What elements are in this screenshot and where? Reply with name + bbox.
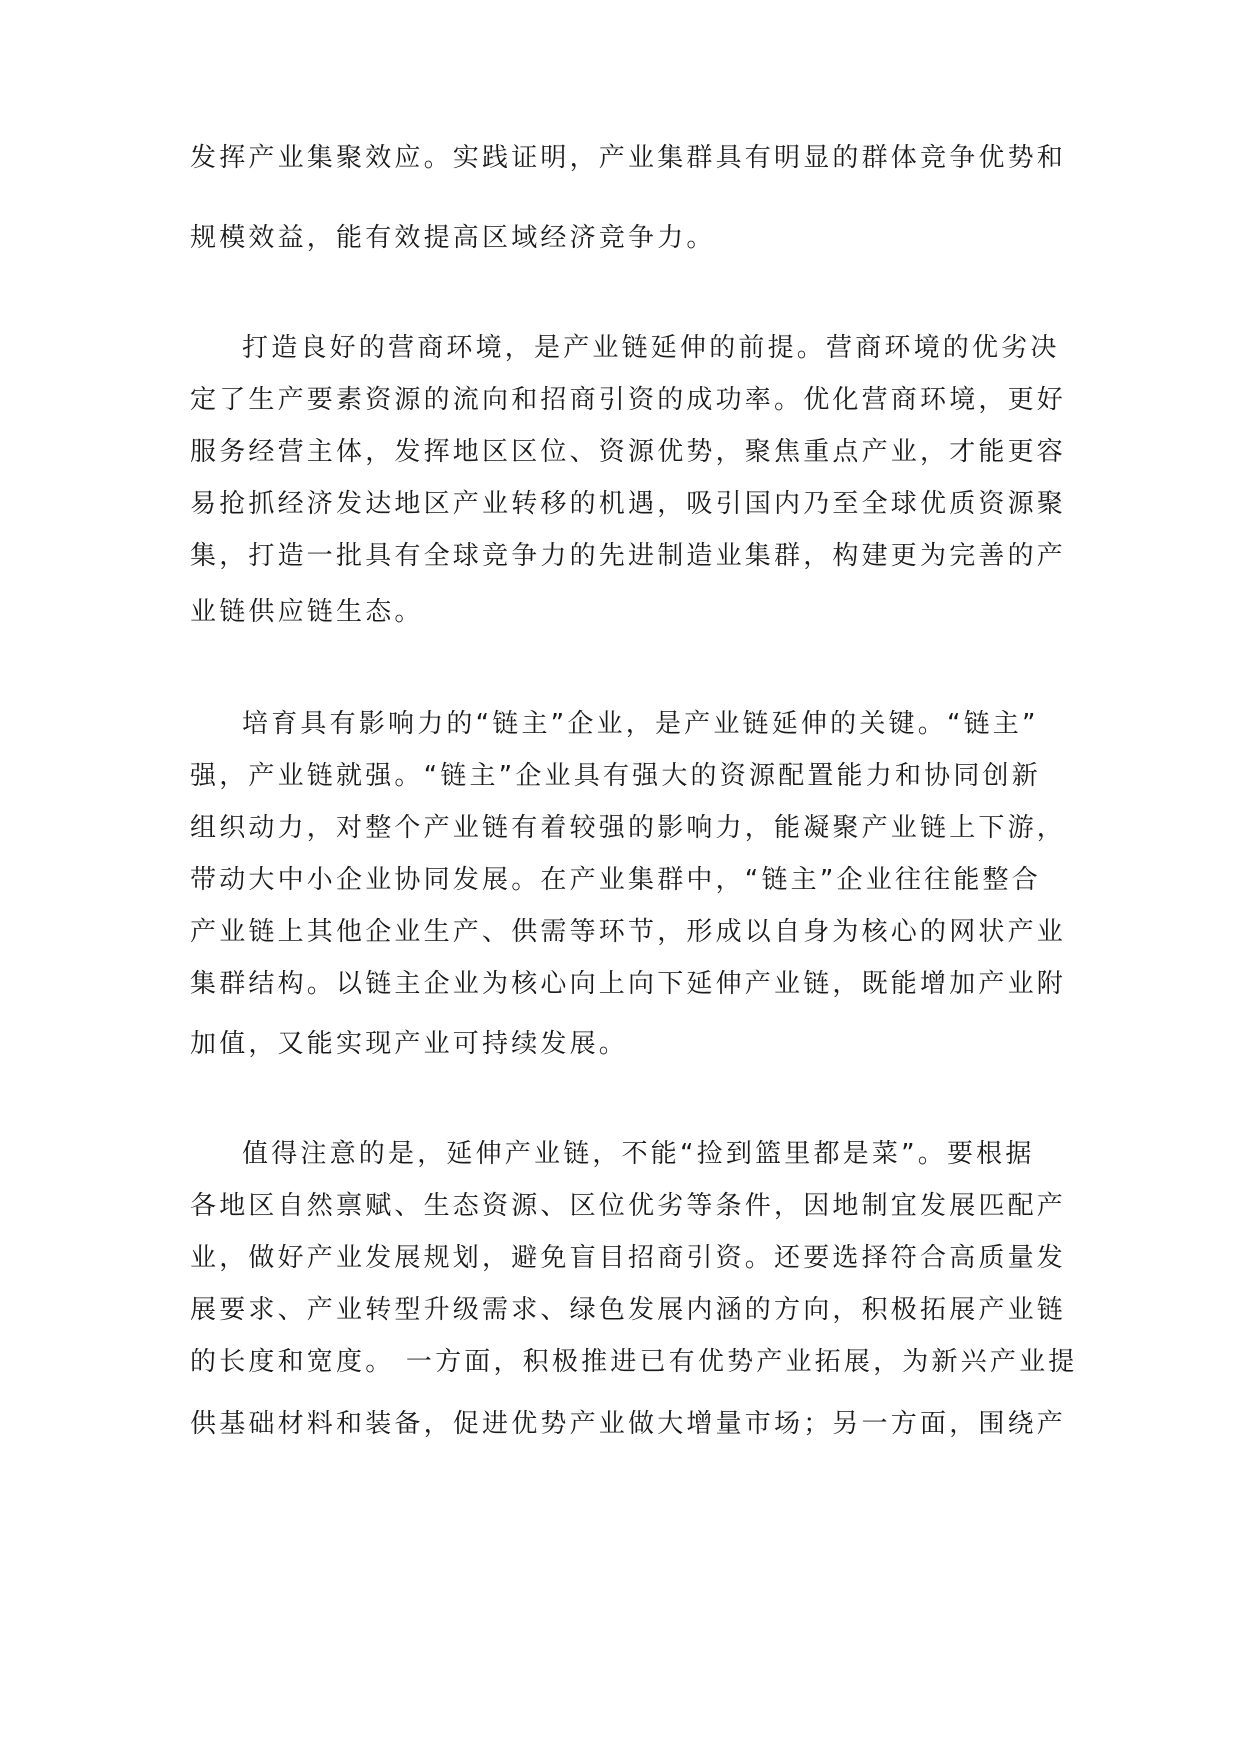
paragraph-1-line-1: 发挥产业集聚效应。实践证明，产业集群具有明显的群体竞争优势和 <box>190 143 1067 173</box>
paragraph-3-line-1: 培育具有影响力的“链主”企业，是产业链延伸的关键。“链主” <box>242 709 1039 739</box>
paragraph-4-line-2: 各地区自然禀赋、生态资源、区位优劣等条件，因地制宜发展匹配产 <box>190 1191 1067 1221</box>
paragraph-2-line-5: 集，打造一批具有全球竞争力的先进制造业集群，构建更为完善的产 <box>190 541 1067 571</box>
paragraph-4-line-3: 业，做好产业发展规划，避免盲目招商引资。还要选择符合高质量发 <box>190 1243 1067 1273</box>
paragraph-4-line-5: 的长度和宽度。 一方面，积极推进已有优势产业拓展，为新兴产业提 <box>190 1347 1078 1377</box>
paragraph-4-line-6: 供基础材料和装备，促进优势产业做大增量市场；另一方面，围绕产 <box>190 1409 1067 1439</box>
paragraph-2-line-6: 业链供应链生态。 <box>190 597 424 627</box>
paragraph-2-line-4: 易抢抓经济发达地区产业转移的机遇，吸引国内乃至全球优质资源聚 <box>190 489 1067 519</box>
paragraph-3-line-7: 加值，又能实现产业可持续发展。 <box>190 1029 629 1059</box>
paragraph-4-line-4: 展要求、产业转型升级需求、绿色发展内涵的方向，积极拓展产业链 <box>190 1295 1067 1325</box>
paragraph-2-line-2: 定了生产要素资源的流向和招商引资的成功率。优化营商环境，更好 <box>190 385 1067 415</box>
paragraph-4-line-1: 值得注意的是，延伸产业链，不能“捡到篮里都是菜”。要根据 <box>242 1139 1035 1169</box>
paragraph-3-line-5: 产业链上其他企业生产、供需等环节，形成以自身为核心的网状产业 <box>190 917 1067 947</box>
paragraph-2-line-1: 打造良好的营商环境，是产业链延伸的前提。营商环境的优劣决 <box>242 333 1060 363</box>
paragraph-1-line-2: 规模效益，能有效提高区域经济竞争力。 <box>190 223 716 253</box>
paragraph-2-line-3: 服务经营主体，发挥地区区位、资源优势，聚焦重点产业，才能更容 <box>190 437 1067 467</box>
paragraph-3-line-2: 强，产业链就强。“链主”企业具有强大的资源配置能力和协同创新 <box>190 761 1041 791</box>
paragraph-3-line-3: 组织动力，对整个产业链有着较强的影响力，能凝聚产业链上下游， <box>190 813 1067 843</box>
paragraph-3-line-6: 集群结构。以链主企业为核心向上向下延伸产业链，既能增加产业附 <box>190 969 1067 999</box>
paragraph-3-line-4: 带动大中小企业协同发展。在产业集群中，“链主”企业往往能整合 <box>190 865 1041 895</box>
